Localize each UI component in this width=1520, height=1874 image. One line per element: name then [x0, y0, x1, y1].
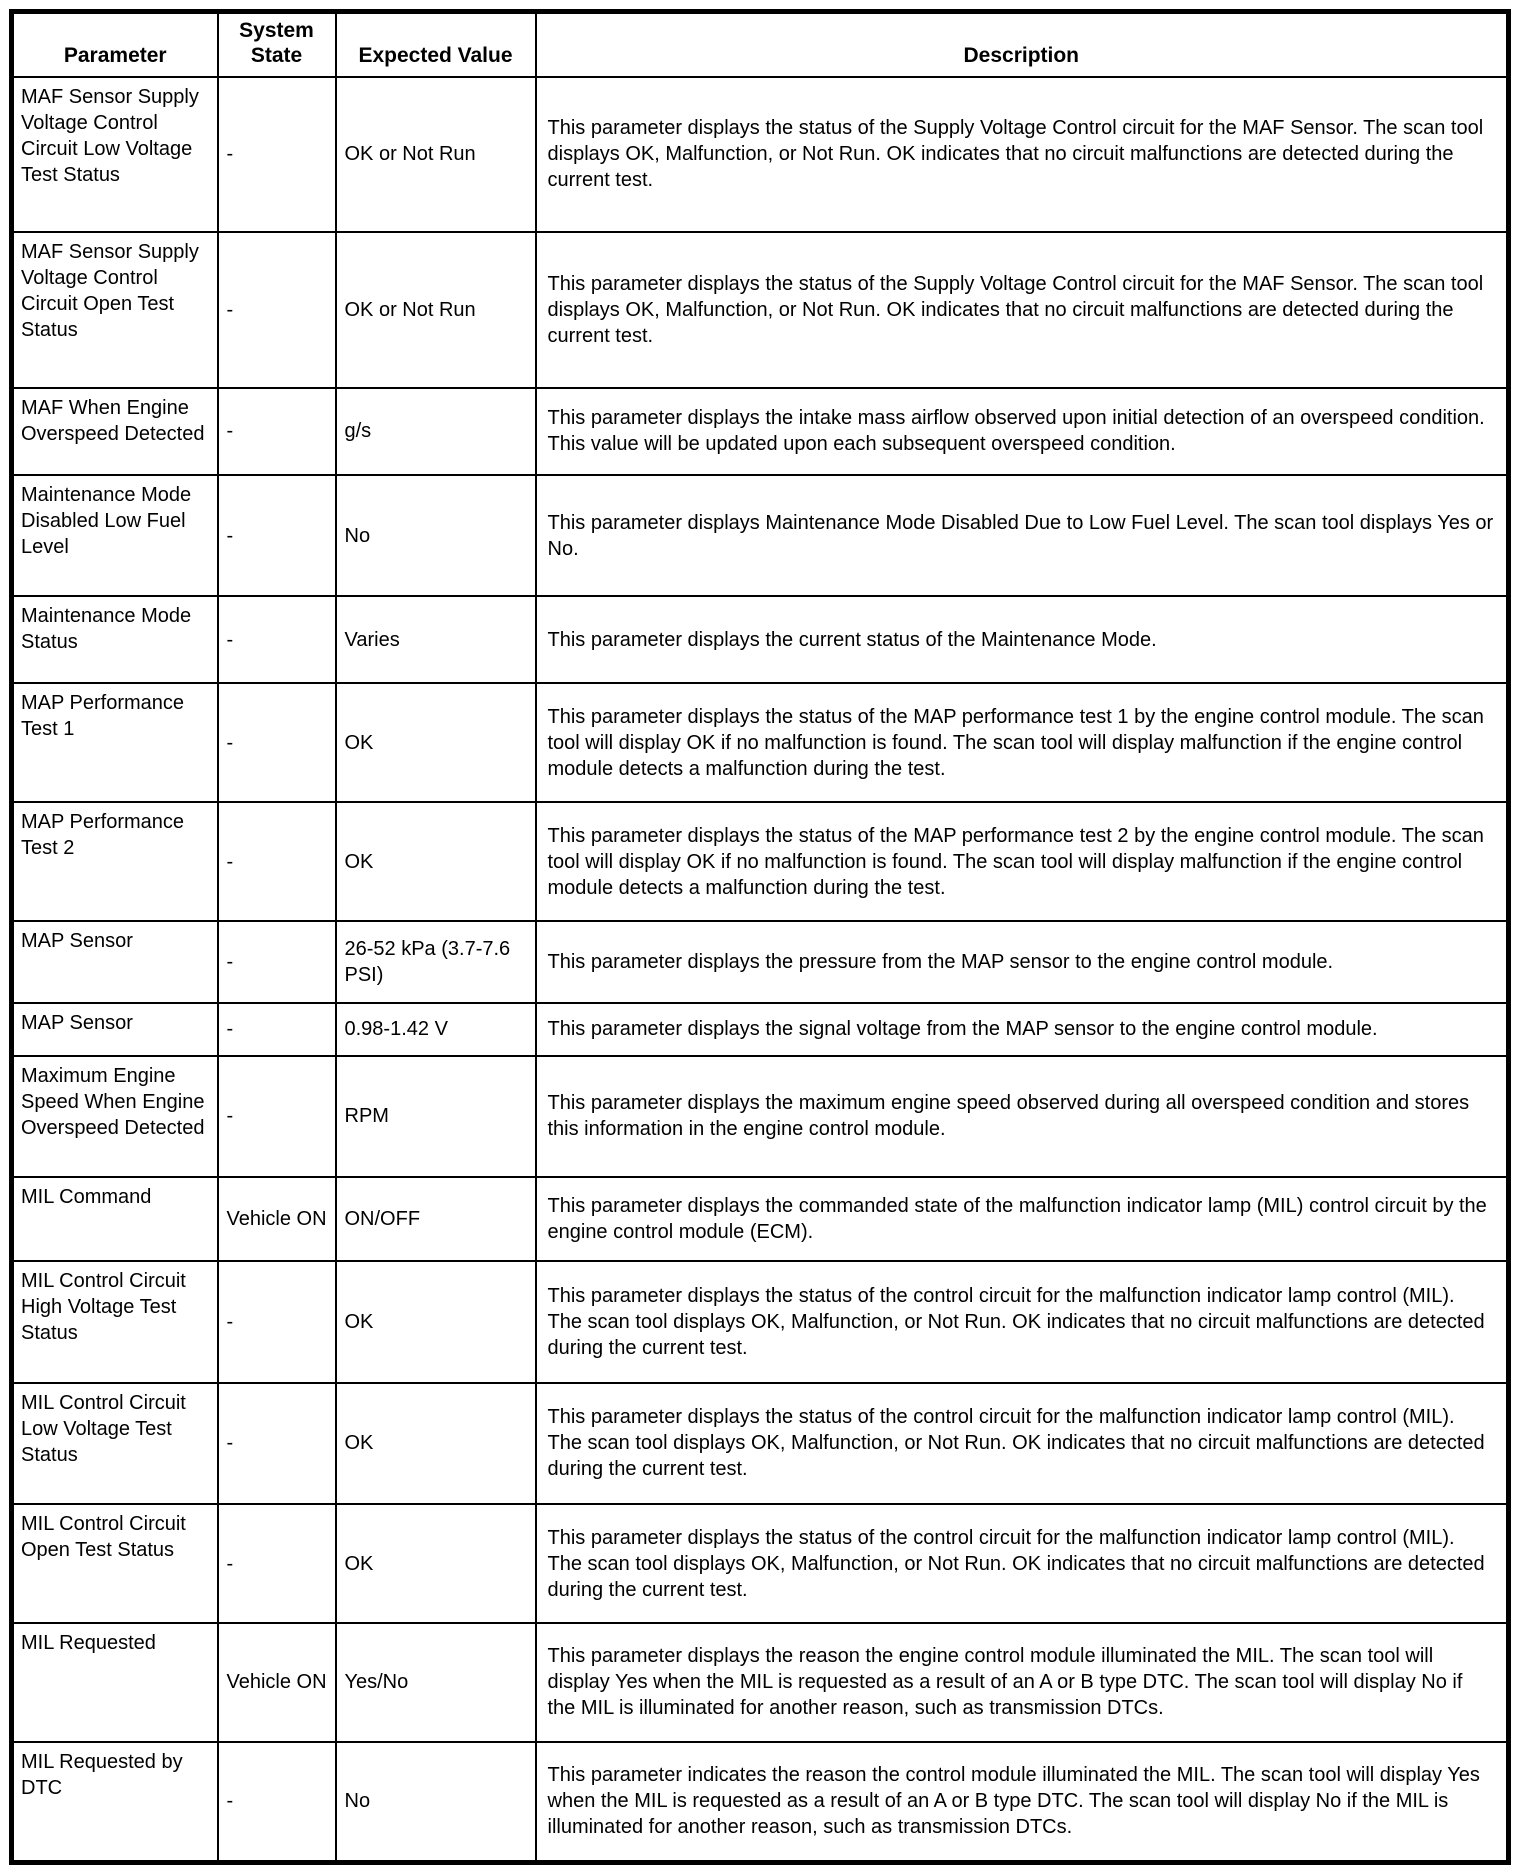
description-cell: This parameter displays the status of the control circuit for the malfunction indicator lamp control (MIL). The scan tool displays OK, Malfunction, or Not Run. OK indicates that no circuit malfunctions are detected during the current test.	[536, 1383, 1509, 1504]
column-header-system-state: System State	[218, 12, 336, 77]
table-row	[12, 921, 1509, 1003]
table-row	[12, 475, 1509, 596]
expected-value-cell: No	[336, 475, 536, 596]
system-state-cell: -	[218, 232, 336, 388]
description-cell: This parameter displays the status of the MAP performance test 2 by the engine control module. The scan tool will display OK if no malfunction is found. The scan tool will display malfunction if the engine control module detects a malfunction during the test.	[536, 802, 1509, 921]
expected-value-cell: ON/OFF	[336, 1177, 536, 1261]
system-state-cell: -	[218, 596, 336, 683]
param-cell: MAF When Engine Overspeed Detected	[12, 388, 218, 475]
param-cell: Maintenance Mode Disabled Low Fuel Level	[12, 475, 218, 596]
expected-value-cell: 0.98-1.42 V	[336, 1003, 536, 1056]
system-state-cell: -	[218, 1056, 336, 1177]
description-cell: This parameter indicates the reason the control module illuminated the MIL. The scan tool will display Yes when the MIL is requested as a result of an A or B type DTC. The scan tool will display No if the MIL is illuminated for another reason, such as transmission DTCs.	[536, 1742, 1509, 1863]
description-cell: This parameter displays the signal voltage from the MAP sensor to the engine control module.	[536, 1003, 1509, 1056]
header-row	[12, 12, 1509, 77]
param-cell: MAF Sensor Supply Voltage Control Circuit Open Test Status	[12, 232, 218, 388]
expected-value-cell: OK or Not Run	[336, 77, 536, 233]
param-cell: MIL Control Circuit Low Voltage Test Status	[12, 1383, 218, 1504]
table-row	[12, 1623, 1509, 1742]
system-state-cell: -	[218, 683, 336, 802]
system-state-cell: Vehicle ON	[218, 1623, 336, 1742]
description-cell: This parameter displays the maximum engine speed observed during all overspeed condition and stores this information in the engine control module.	[536, 1056, 1509, 1177]
table-row	[12, 802, 1509, 921]
description-cell: This parameter displays the intake mass airflow observed upon initial detection of an overspeed condition. This value will be updated upon each subsequent overspeed condition.	[536, 388, 1509, 475]
expected-value-cell: Yes/No	[336, 1623, 536, 1742]
column-header-expected-value: Expected Value	[336, 12, 536, 77]
system-state-cell: Vehicle ON	[218, 1177, 336, 1261]
system-state-cell: -	[218, 802, 336, 921]
system-state-cell: -	[218, 1742, 336, 1863]
description-cell: This parameter displays the status of the Supply Voltage Control circuit for the MAF Sensor. The scan tool displays OK, Malfunction, or Not Run. OK indicates that no circuit malfunctions are detected during the current test.	[536, 232, 1509, 388]
param-cell: MIL Control Circuit High Voltage Test Status	[12, 1261, 218, 1382]
table-row	[12, 683, 1509, 802]
table-row	[12, 1742, 1509, 1863]
description-cell: This parameter displays the status of the MAP performance test 1 by the engine control module. The scan tool will display OK if no malfunction is found. The scan tool will display malfunction if the engine control module detects a malfunction during the test.	[536, 683, 1509, 802]
param-cell: MIL Command	[12, 1177, 218, 1261]
param-cell: MIL Requested	[12, 1623, 218, 1742]
system-state-cell: -	[218, 475, 336, 596]
param-cell: MAP Performance Test 1	[12, 683, 218, 802]
table-row	[12, 596, 1509, 683]
description-cell: This parameter displays the pressure from the MAP sensor to the engine control module.	[536, 921, 1509, 1003]
system-state-cell: -	[218, 1261, 336, 1382]
table-row	[12, 77, 1509, 233]
table-row	[12, 1383, 1509, 1504]
system-state-cell: -	[218, 1003, 336, 1056]
table-row	[12, 1003, 1509, 1056]
table-row	[12, 388, 1509, 475]
expected-value-cell: OK	[336, 802, 536, 921]
table-row	[12, 232, 1509, 388]
param-cell: MAP Sensor	[12, 1003, 218, 1056]
param-cell: Maintenance Mode Status	[12, 596, 218, 683]
expected-value-cell: OK	[336, 683, 536, 802]
description-cell: This parameter displays the status of the control circuit for the malfunction indicator lamp control (MIL). The scan tool displays OK, Malfunction, or Not Run. OK indicates that no circuit malfunctions are detected during the current test.	[536, 1261, 1509, 1382]
table-row	[12, 1177, 1509, 1261]
column-header-parameter: Parameter	[12, 12, 218, 77]
param-cell: MAP Sensor	[12, 921, 218, 1003]
system-state-cell: -	[218, 921, 336, 1003]
parameters-table	[9, 9, 1511, 1865]
system-state-cell: -	[218, 77, 336, 233]
description-cell: This parameter displays the reason the engine control module illuminated the MIL. The scan tool will display Yes when the MIL is requested as a result of an A or B type DTC. The scan tool will display No if the MIL is illuminated for another reason, such as transmission DTCs.	[536, 1623, 1509, 1742]
system-state-cell: -	[218, 1504, 336, 1623]
system-state-cell: -	[218, 1383, 336, 1504]
expected-value-cell: 26-52 kPa (3.7-7.6 PSI)	[336, 921, 536, 1003]
description-cell: This parameter displays the current status of the Maintenance Mode.	[536, 596, 1509, 683]
expected-value-cell: OK	[336, 1504, 536, 1623]
expected-value-cell: OK or Not Run	[336, 232, 536, 388]
param-cell: MAP Performance Test 2	[12, 802, 218, 921]
table-header	[12, 12, 1509, 77]
expected-value-cell: RPM	[336, 1056, 536, 1177]
expected-value-cell: No	[336, 1742, 536, 1863]
description-cell: This parameter displays the commanded state of the malfunction indicator lamp (MIL) control circuit by the engine control module (ECM).	[536, 1177, 1509, 1261]
table-body	[12, 77, 1509, 1863]
param-cell: MIL Requested by DTC	[12, 1742, 218, 1863]
param-cell: Maximum Engine Speed When Engine Overspeed Detected	[12, 1056, 218, 1177]
table-row	[12, 1504, 1509, 1623]
table-row	[12, 1056, 1509, 1177]
description-cell: This parameter displays the status of the control circuit for the malfunction indicator lamp control (MIL). The scan tool displays OK, Malfunction, or Not Run. OK indicates that no circuit malfunctions are detected during the current test.	[536, 1504, 1509, 1623]
expected-value-cell: Varies	[336, 596, 536, 683]
expected-value-cell: g/s	[336, 388, 536, 475]
table-row	[12, 1261, 1509, 1382]
param-cell: MAF Sensor Supply Voltage Control Circuit Low Voltage Test Status	[12, 77, 218, 233]
column-header-description: Description	[536, 12, 1509, 77]
system-state-cell: -	[218, 388, 336, 475]
description-cell: This parameter displays Maintenance Mode Disabled Due to Low Fuel Level. The scan tool displays Yes or No.	[536, 475, 1509, 596]
description-cell: This parameter displays the status of the Supply Voltage Control circuit for the MAF Sensor. The scan tool displays OK, Malfunction, or Not Run. OK indicates that no circuit malfunctions are detected during the current test.	[536, 77, 1509, 233]
expected-value-cell: OK	[336, 1383, 536, 1504]
expected-value-cell: OK	[336, 1261, 536, 1382]
param-cell: MIL Control Circuit Open Test Status	[12, 1504, 218, 1623]
